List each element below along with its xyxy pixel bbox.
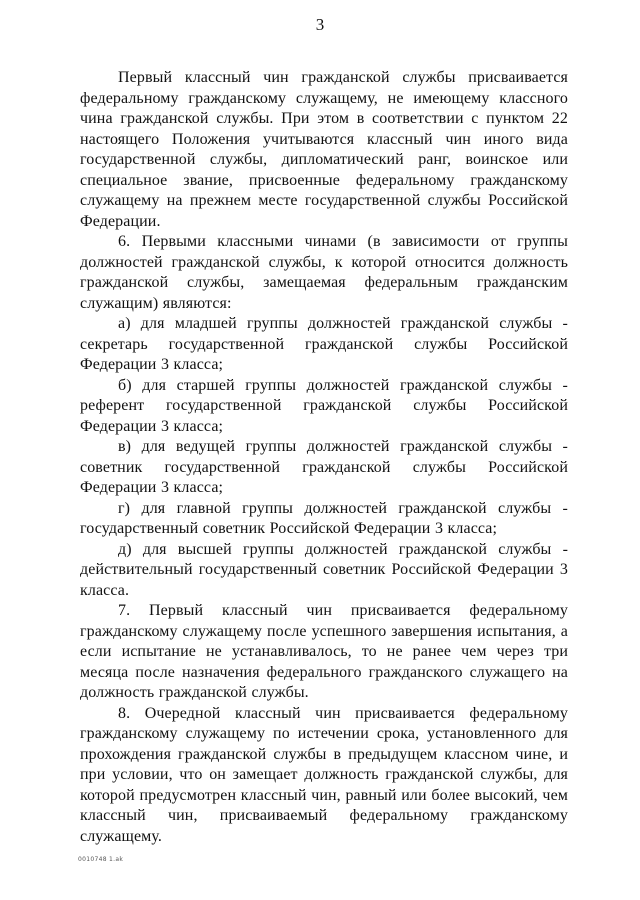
paragraph-item-6d: д) для высшей группы должностей гражданской службы - действительный государственный советник Российской Федерации 3 класса. [80, 540, 568, 599]
paragraph-first-class-rank: Первый классный чин гражданской службы присваивается федеральному гражданскому служащему, не имеющему классного чина гражданской службы. При этом в соответствии с пунктом 22 настоящего Положения учитываются классный чин иного вида государственной службы, дипломатический ранг, воинское или специальное звание, присвоенные федеральному гражданскому служащему на прежнем месте государственной службы Российской Федерации. [80, 69, 568, 230]
paragraph-item-6b: б) для старшей группы должностей гражданской службы - референт государственной гражданской службы Российской Федерации 3 класса; [80, 376, 568, 435]
paragraph-item-6a: а) для младшей группы должностей гражданской службы - секретарь государственной гражданской службы Российской Федерации 3 класса; [80, 315, 568, 373]
paragraph-item-6: 6. Первыми классными чинами (в зависимости от группы должностей гражданской службы, к которой относится должность гражданской службы, замещаемая федеральным гражданским служащим) являются: [80, 233, 568, 312]
document-body [80, 68, 568, 847]
page-number: 3 [315, 15, 325, 34]
paragraph-item-6v: в) для ведущей группы должностей гражданской службы - советник государственной гражданской службы Российской Федерации 3 класса; [80, 438, 568, 496]
footer-print-mark: 0010748 1.ak [78, 856, 124, 863]
paragraph-item-6g: г) для главной группы должностей гражданской службы - государственный советник Российской Федерации 3 класса; [80, 499, 568, 537]
paragraph-item-8: 8. Очередной классный чин присваивается федеральному гражданскому служащему по истечении срока, установленного для прохождения гражданской службы в предыдущем классном чине, и при условии, что он замещает должность гражданской службы, для которой предусмотрен классный чин, равный или более высокий, чем классный чин, присваиваемый федеральному гражданскому служащему. [80, 704, 568, 845]
paragraph-item-7: 7. Первый классный чин присваивается федеральному гражданскому служащему после успешного завершения испытания, а если испытание не устанавливалось, то не ранее чем через три месяца после назначения федерального гражданского служащего на должность гражданской службы. [80, 602, 568, 701]
